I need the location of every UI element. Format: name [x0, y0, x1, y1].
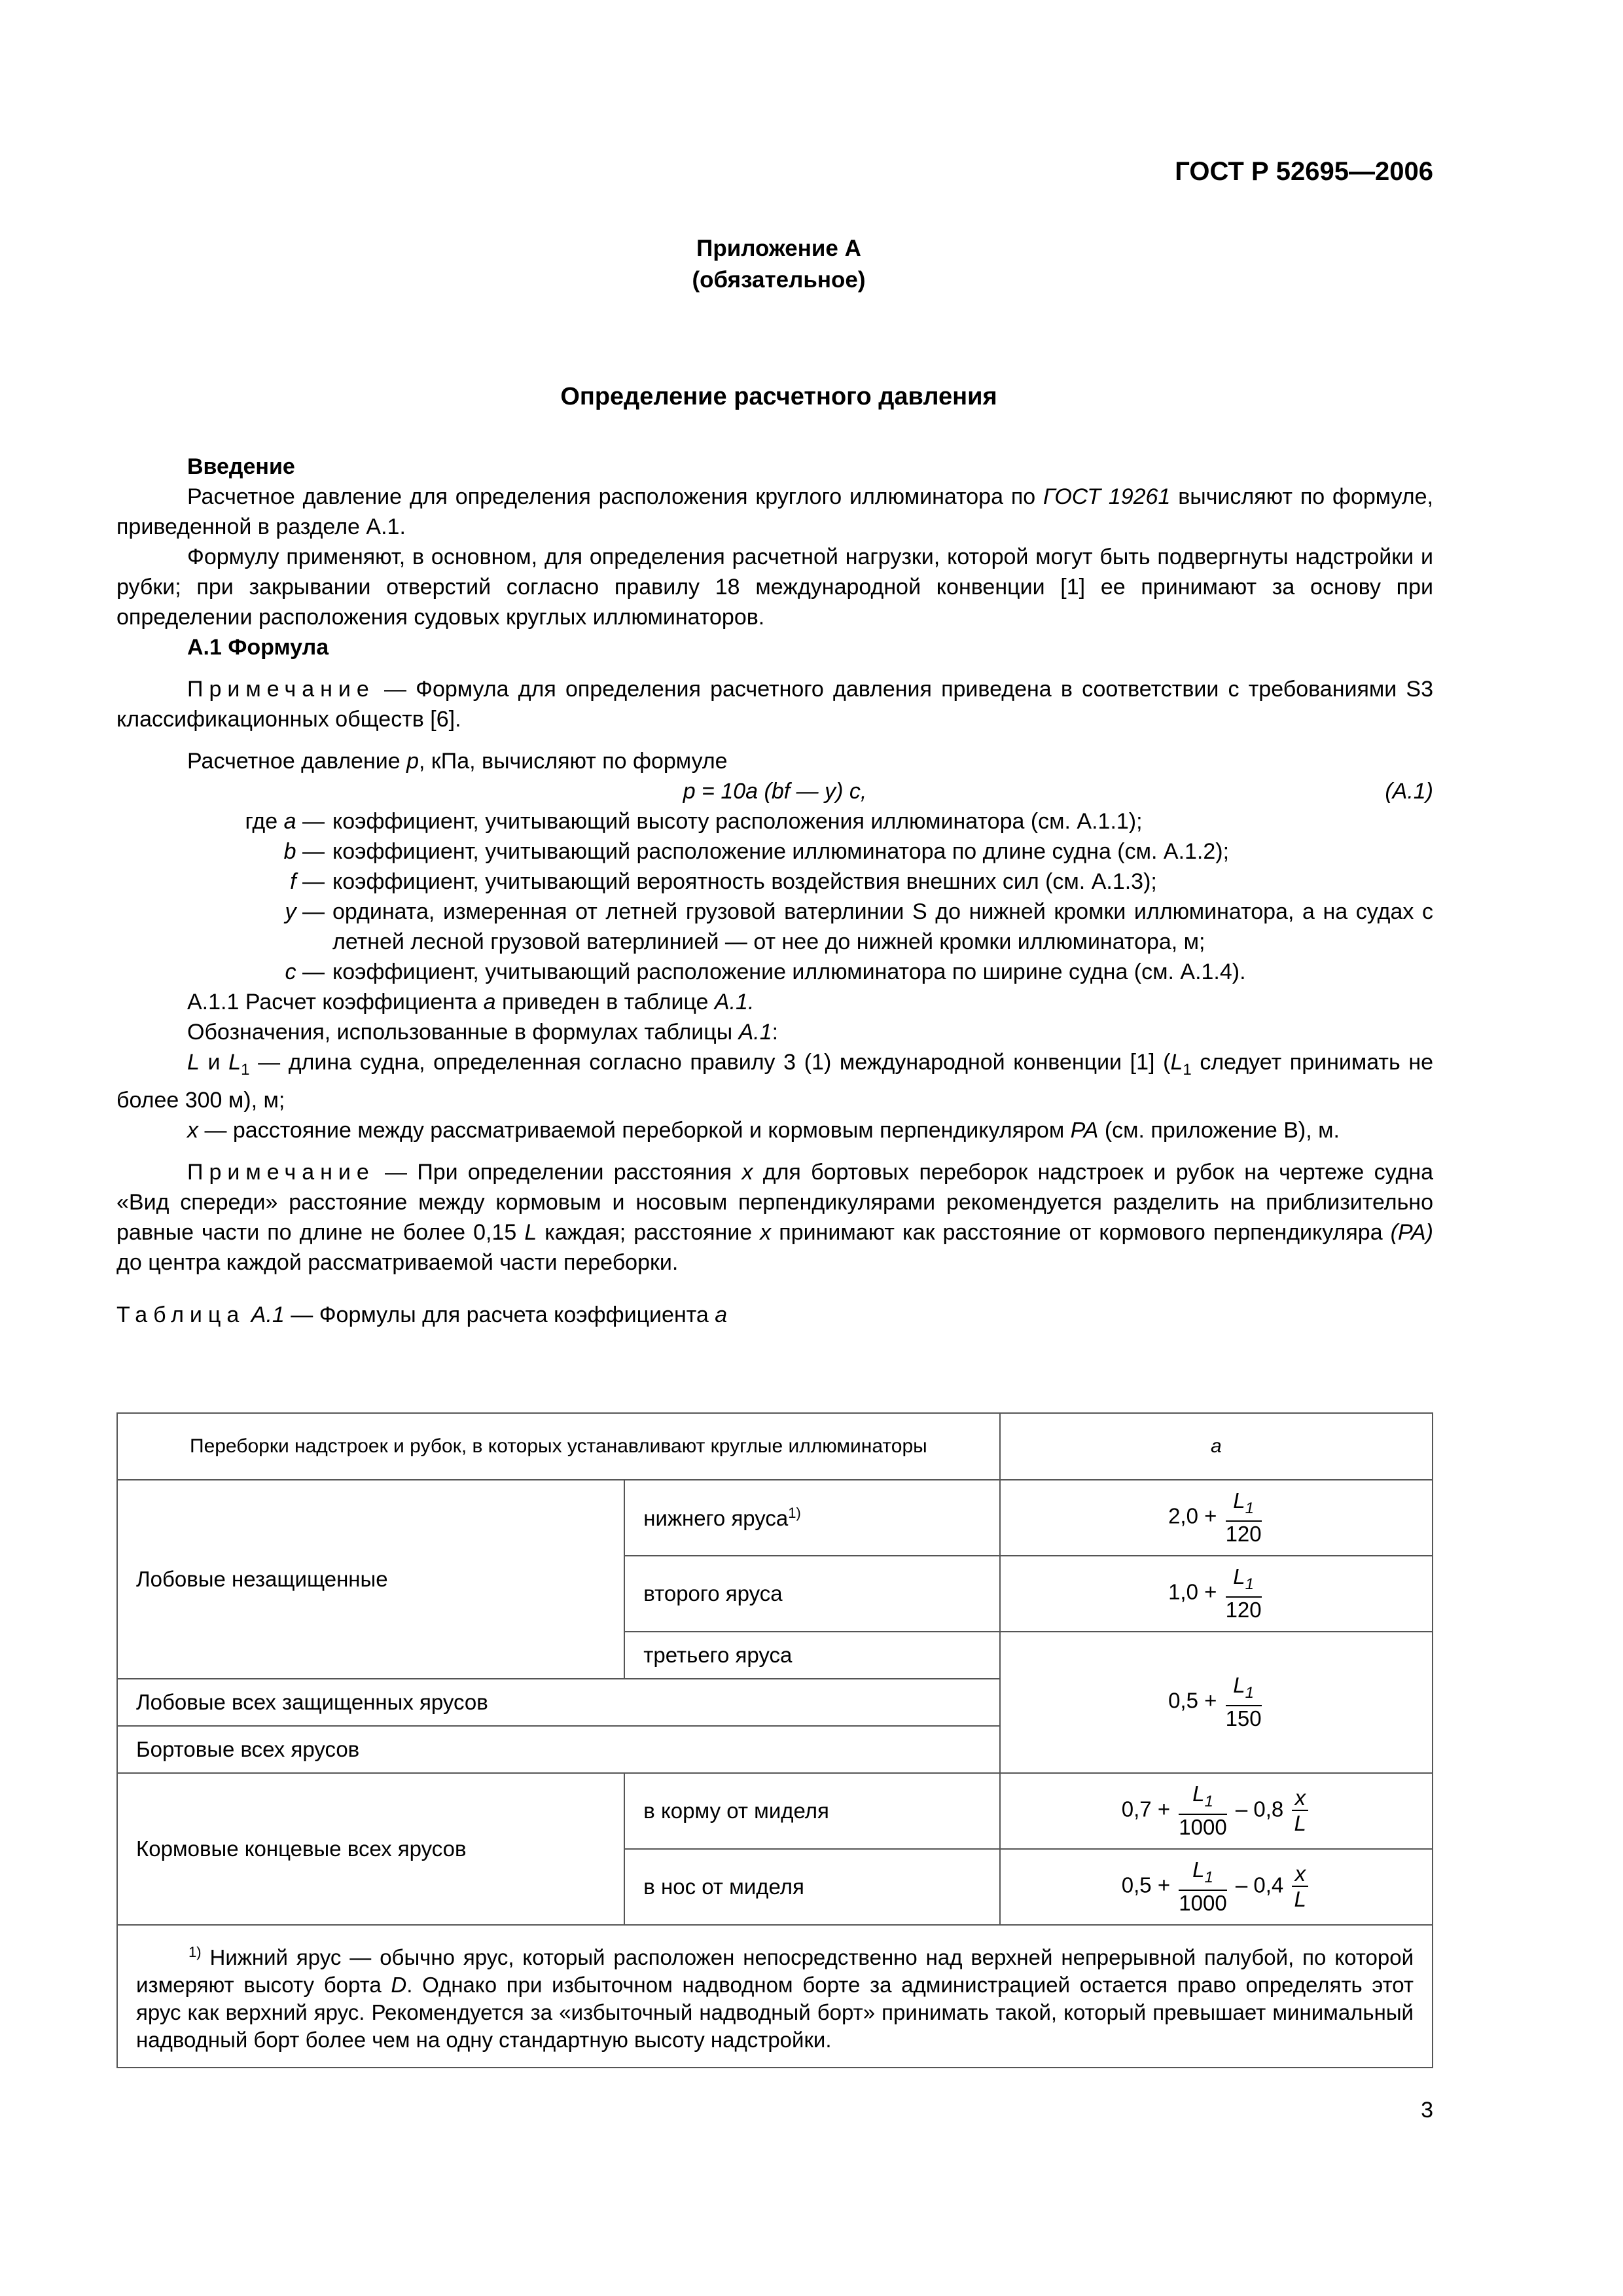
body-text [116, 452, 1433, 1330]
row-front-protected: Лобовые всех защищенных ярусов [117, 1679, 1000, 1726]
definition-b: b — коэффициент, учитывающий расположение иллюминатора по длине судна (см. А.1.2); [283, 839, 1230, 864]
notation-intro: Обозначения, использованные в формулах таблицы А.1: [187, 1020, 779, 1045]
intro-paragraph-1: Расчетное давление для определения расположения круглого иллюминатора по ГОСТ 19261 вычисляют по формуле, приведенной в разделе А.1. [116, 484, 1433, 539]
coefficient-table [116, 1412, 1433, 2068]
tier-aft: в корму от миделя [624, 1773, 999, 1849]
table-footnote: $^{1)}$ Нижний ярус — обычно ярус, который расположен непосредственно над верхней непрерывной палубой, по которой измеряют высоту борта D. Однако при избыточном надводном борте за администрацией остается право определять этот ярус как верхний ярус. Рекомендуется за «избыточный надводный борт» принимать такой, который превышает минимальный надводный борт более чем на одну стандартную высоту надстройки. [117, 1925, 1433, 2068]
formula-expression: р = 10а (bf — у) с, [683, 779, 867, 804]
definition-y: у — ордината, измеренная от летней грузовой ватерлинии S до нижней кромки иллюминатора, а на судах с летней лесной грузовой ватерлинией — от нее до нижней кромки иллюминатора, м; [285, 899, 1433, 954]
definition-a: где а — коэффициент, учитывающий высоту расположения иллюминатора (см. А.1.1); [245, 809, 1143, 834]
appendix-type: (обязательное) [692, 267, 866, 293]
definition-c: с — коэффициент, учитывающий расположение иллюминатора по ширине судна (см. А.1.4). [285, 960, 1246, 984]
table-caption: Таблица А.1 — Формулы для расчета коэффициента а [116, 1302, 728, 1327]
intro-paragraph-2: Формулу применяют, в основном, для определения расчетной нагрузки, которой могут быть подвергнуты надстройки и рубки; при закрывании отверстий согласно правилу 18 международной конвенции [1] ее принимают за основу при определении расположения судовых круглых иллюминаторов. [116, 545, 1433, 630]
notation-l: L и $L_1$ — длина судна, определенная согласно правилу 3 (1) международной конвенции [1] ($L_1$ следует принимать не более 300 м), м; [116, 1050, 1433, 1113]
tier-second: второго яруса [624, 1556, 999, 1632]
formula-aft: 0,7 + $\frac{L_1}{1000}$ – 0,8 $\frac{x}{L}$ [1000, 1773, 1433, 1849]
intro-heading: Введение [187, 454, 295, 479]
tier-fore: в нос от миделя [624, 1849, 999, 1925]
row-group-aft-end: Кормовые концевые всех ярусов [117, 1773, 624, 1925]
tier-lower: нижнего яруса$^{1)}$ [624, 1480, 999, 1556]
formula-number: (А.1) [1385, 779, 1433, 804]
section-a1-heading: А.1 Формула [187, 635, 329, 660]
notation-x: x — расстояние между рассматриваемой переборкой и кормовым перпендикуляром РА (см. приложение В), м. [187, 1118, 1340, 1143]
formula-a1 [116, 776, 1433, 806]
formula-intro: Расчетное давление р, кПа, вычисляют по формуле [187, 749, 728, 774]
appendix-label: Приложение А [696, 236, 861, 261]
definition-f: f — коэффициент, учитывающий вероятность воздействия внешних сил (см. А.1.3); [290, 869, 1157, 894]
table-row [117, 1480, 1433, 1556]
page-number: 3 [1421, 2098, 1433, 2123]
paragraph-a11: А.1.1 Расчет коэффициента а приведен в таблице А.1. [187, 990, 755, 1014]
table-row [117, 1773, 1433, 1849]
formula-shared: 0,5 + $\frac{L_1}{150}$ [1000, 1632, 1433, 1773]
formula-lower: 2,0 + $\frac{L_1}{120}$ [1000, 1480, 1433, 1556]
table-header-partition: Переборки надстроек и рубок, в которых устанавливают круглые иллюминаторы [117, 1413, 1000, 1480]
appendix-heading [0, 233, 1558, 296]
section-title: Определение расчетного давления [560, 383, 997, 410]
table-header-a: а [1000, 1413, 1433, 1480]
note-2: Примечание — При определении расстояния x для бортовых переборок надстроек и рубок на чертеже судна «Вид спереди» расстояние между кормовым и носовым перпендикулярами рекомендуется разделить на приблизительно равные части по длине не более 0,15 L каждая; расстояние x принимают как расстояние от кормового перпендикуляра (РА) до центра каждой рассматриваемой части переборки. [116, 1160, 1433, 1275]
formula-fore: 0,5 + $\frac{L_1}{1000}$ – 0,4 $\frac{x}{L}$ [1000, 1849, 1433, 1925]
note-1: Примечание — Формула для определения расчетного давления приведена в соответствии с требованиями S3 классификационных обществ [6]. [116, 677, 1433, 732]
row-group-front-unprotected: Лобовые незащищенные [117, 1480, 624, 1679]
row-side: Бортовые всех ярусов [117, 1726, 1000, 1773]
tier-third: третьего яруса [624, 1632, 999, 1679]
formula-second: 1,0 + $\frac{L_1}{120}$ [1000, 1556, 1433, 1632]
standard-number: ГОСТ Р 52695—2006 [1175, 157, 1433, 186]
